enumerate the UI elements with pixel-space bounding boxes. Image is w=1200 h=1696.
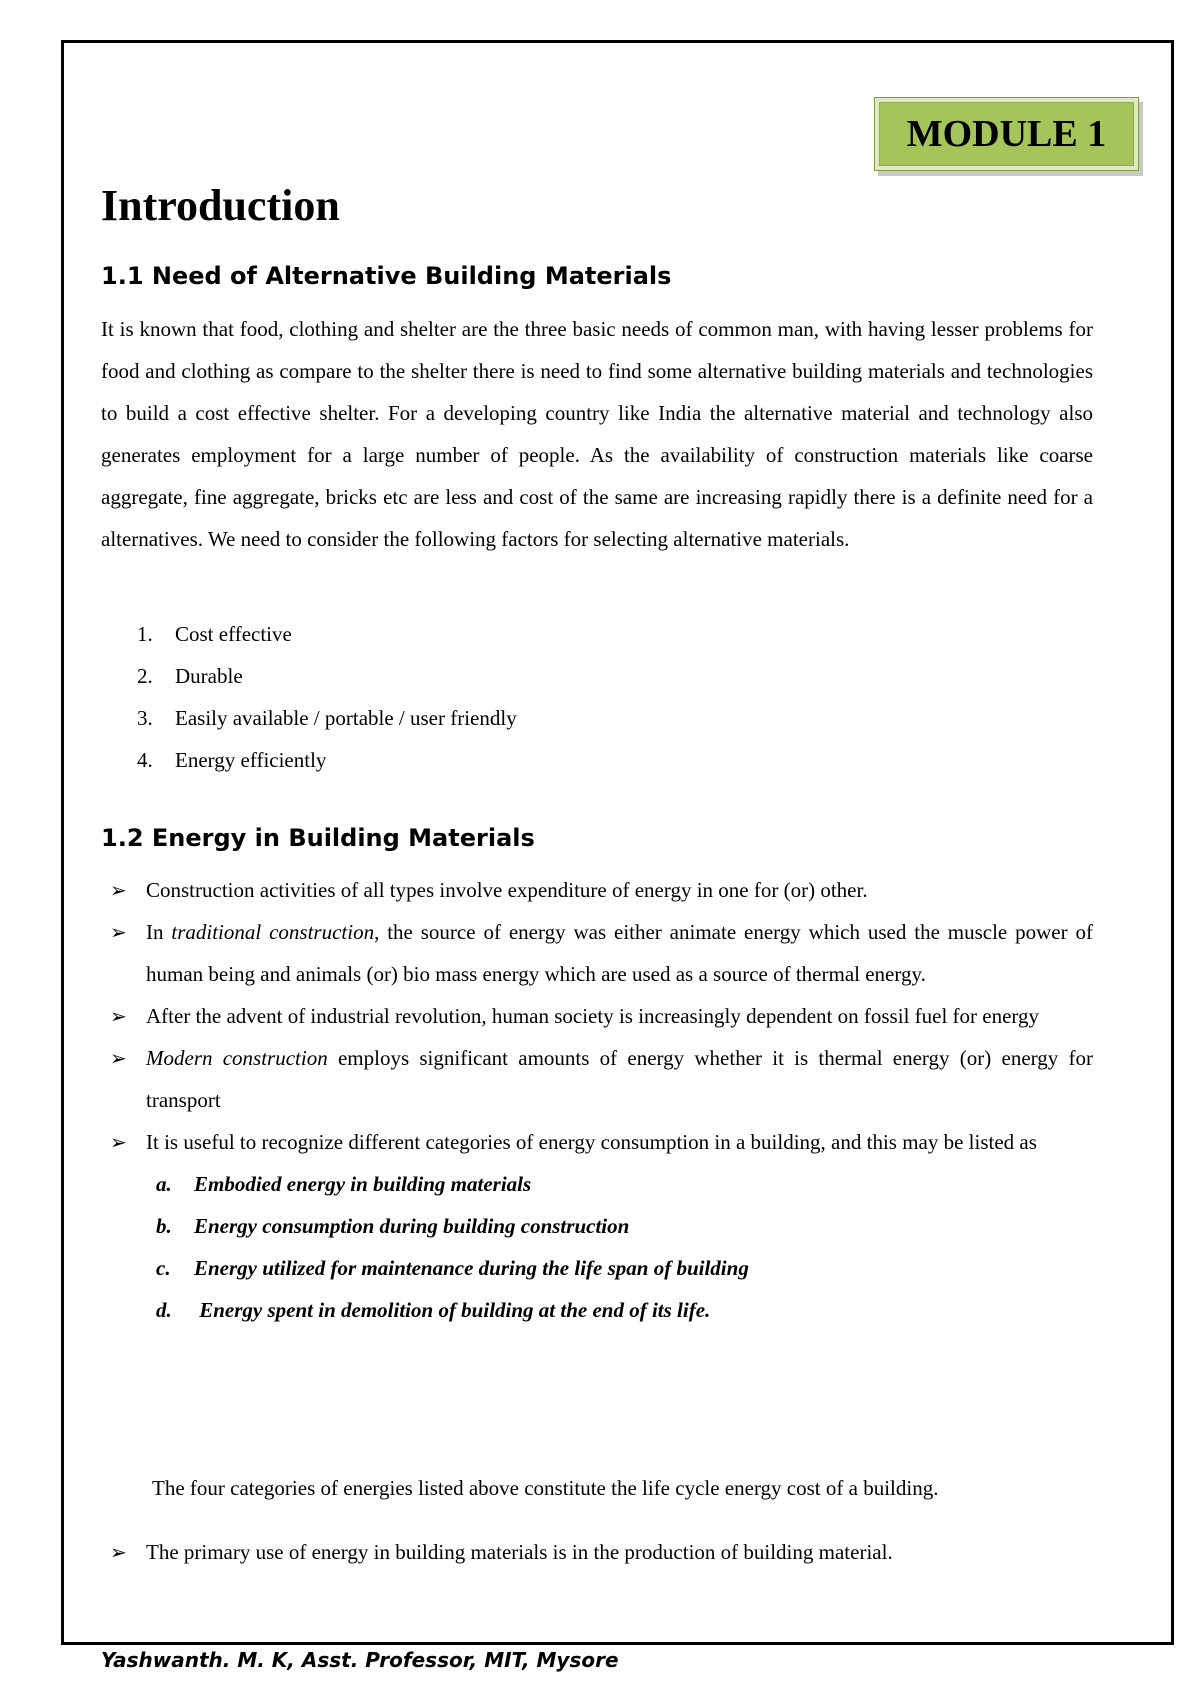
section-2-heading: 1.2 Energy in Building Materials (101, 824, 535, 852)
bullet-text: employs significant amounts of energy whether it is thermal energy (or) energy for transport (146, 1046, 1093, 1112)
emphasis-text: Modern construction (146, 1046, 328, 1070)
factors-list (137, 622, 517, 790)
bullet-text: The primary use of energy in building materials is in the production of building material. (146, 1540, 893, 1564)
bullet-text: , the source of energy was either animate energy which used the muscle power of human being and animals (or) bio mass energy which are used as a source of thermal energy. (146, 920, 1093, 986)
category-text: Energy spent in demolition of building at the end of its life. (194, 1298, 711, 1322)
list-item (137, 664, 517, 706)
list-text: Durable (175, 664, 243, 688)
bullet-text: After the advent of industrial revolution, human society is increasingly dependent on fossil fuel for energy (146, 1004, 1040, 1028)
section-1-heading: 1.1 Need of Alternative Building Materials (101, 262, 672, 290)
bullet-text: It is useful to recognize different categories of energy consumption in a building, and this may be listed as (146, 1130, 1037, 1154)
arrow-bullet-icon: ➢ (110, 1046, 127, 1070)
arrow-bullet-icon: ➢ (110, 878, 127, 902)
list-item (137, 706, 517, 748)
category-item (146, 1163, 1093, 1205)
module-badge (874, 97, 1139, 171)
bullet-item (110, 995, 1093, 1037)
category-text: Energy utilized for maintenance during the life span of building (194, 1256, 749, 1280)
bullet-text: In (146, 920, 172, 944)
bullet-item (110, 1540, 893, 1565)
module-badge-label: MODULE 1 (906, 113, 1107, 155)
list-text: Easily available / portable / user friendly (175, 706, 517, 730)
page-title: Introduction (101, 181, 340, 230)
list-number: 4. (137, 748, 153, 772)
bullet-item (110, 869, 1093, 911)
arrow-bullet-icon: ➢ (110, 1004, 127, 1028)
bullet-item (110, 911, 1093, 995)
list-number: 3. (137, 706, 153, 730)
category-item (146, 1289, 1093, 1331)
list-item (137, 748, 517, 790)
category-text: Energy consumption during building construction (194, 1214, 630, 1238)
list-number: 2. (137, 664, 153, 688)
page-footer: Yashwanth. M. K, Asst. Professor, MIT, Mysore (101, 1648, 619, 1672)
energy-categories-list (146, 1163, 1093, 1331)
arrow-bullet-icon: ➢ (110, 1540, 127, 1564)
arrow-bullet-icon: ➢ (110, 920, 127, 944)
emphasis-text: traditional construction (171, 920, 375, 944)
category-letter: a. (156, 1172, 172, 1196)
arrow-bullet-icon: ➢ (110, 1130, 127, 1154)
closing-statement: The four categories of energies listed above constitute the life cycle energy cost of a building. (152, 1476, 939, 1500)
category-letter: d. (156, 1298, 172, 1322)
energy-bullets (110, 869, 1093, 1331)
category-text: Embodied energy in building materials (194, 1172, 532, 1196)
bullet-text: Construction activities of all types involve expenditure of energy in one for (or) other. (146, 878, 868, 902)
category-letter: b. (156, 1214, 172, 1238)
list-text: Energy efficiently (175, 748, 327, 772)
list-item (137, 622, 517, 664)
category-item (146, 1247, 1093, 1289)
list-number: 1. (137, 622, 153, 646)
category-letter: c. (156, 1256, 171, 1280)
list-text: Cost effective (175, 622, 292, 646)
bullet-item (110, 1121, 1093, 1331)
section-1-paragraph: It is known that food, clothing and shelter are the three basic needs of common man, with having lesser problems for food and clothing as compare to the shelter there is need to find some alternative building materials and technologies to build a cost effective shelter. For a developing country like India the alternative material and technology also generates employment for a large number of people. As the availability of construction materials like coarse aggregate, fine aggregate, bricks etc are less and cost of the same are increasing rapidly there is a definite need for a alternatives. We need to consider the following factors for selecting alternative materials. (101, 317, 1093, 551)
bullet-item (110, 1037, 1093, 1121)
category-item (146, 1205, 1093, 1247)
